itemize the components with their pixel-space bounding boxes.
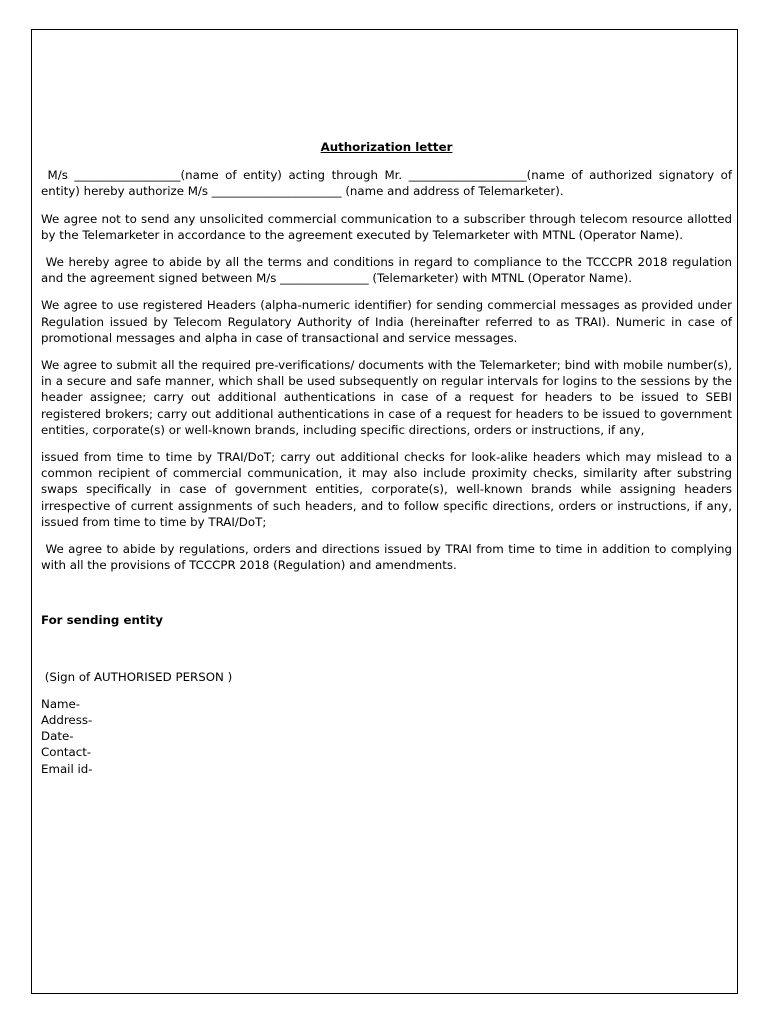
field-contact: Contact-	[41, 745, 92, 760]
field-date: Date-	[41, 729, 74, 744]
paragraph-verifications: We agree to submit all the required pre-verifications/ documents with the Telemarketer; bind with mobile number(s), in a secure and safe manner, which shall be used subsequently on regular intervals for logins to the sessions by the header assignee; carry out additional authentications in case of a request for headers to be issued to SEBI registered brokers; carry out additional authentications in case of a request for headers to be issued to government entities, corporate(s) or well-known brands, including specific directions, orders or instructions, if any,	[41, 358, 732, 437]
paragraph-headers: We agree to use registered Headers (alpha-numeric identifier) for sending commercial messages as provided under Regulation issued by Telecom Regulatory Authority of India (hereinafter referred to as TRAI). Numeric in case of promotional messages and alpha in case of transactional and service messages.	[41, 298, 732, 345]
paragraph-compliance: We hereby agree to abide by all the terms and conditions in regard to compliance to the TCCCPR 2018 regulation and the agreement signed between M/s _______________ (Telemarketer) with MTNL (Operator Name).	[41, 255, 736, 286]
paragraph-regulations: We agree to abide by regulations, orders and directions issued by TRAI from time to time in addition to complying with all the provisions of TCCCPR 2018 (Regulation) and amendments.	[41, 542, 736, 573]
letter-title: Authorization letter	[320, 140, 453, 154]
field-email: Email id-	[41, 761, 93, 776]
paragraph-checks: issued from time to time by TRAI/DoT; carry out additional checks for look-alike headers which may mislead to a common recipient of commercial communication, it may also include proximity checks, similarity after substring swaps specifically in case of government entities, corporate(s), well-known brands while assigning headers irrespective of current assignments of such headers, and to follow specific directions, orders or instructions, if any, issued from time to time by TRAI/DoT;	[41, 450, 732, 529]
signatory-fields	[41, 696, 732, 777]
letter-body	[41, 139, 736, 777]
paragraph-authorization: M/s __________________(name of entity) acting through Mr. ____________________(name of authorized signatory of entity) hereby authorize M/s ______________________ (name and address of Telemarketer).	[41, 168, 736, 199]
field-address: Address-	[41, 713, 93, 728]
sending-entity-heading: For sending entity	[41, 613, 163, 628]
field-name: Name-	[41, 696, 81, 711]
paragraph-unsolicited: We agree not to send any unsolicited commercial communication to a subscriber through telecom resource allotted by the Telemarketer in accordance to the agreement executed by Telemarketer with MTNL (Operator Name).	[41, 211, 732, 242]
signature-line: (Sign of AUTHORISED PERSON )	[41, 669, 233, 684]
